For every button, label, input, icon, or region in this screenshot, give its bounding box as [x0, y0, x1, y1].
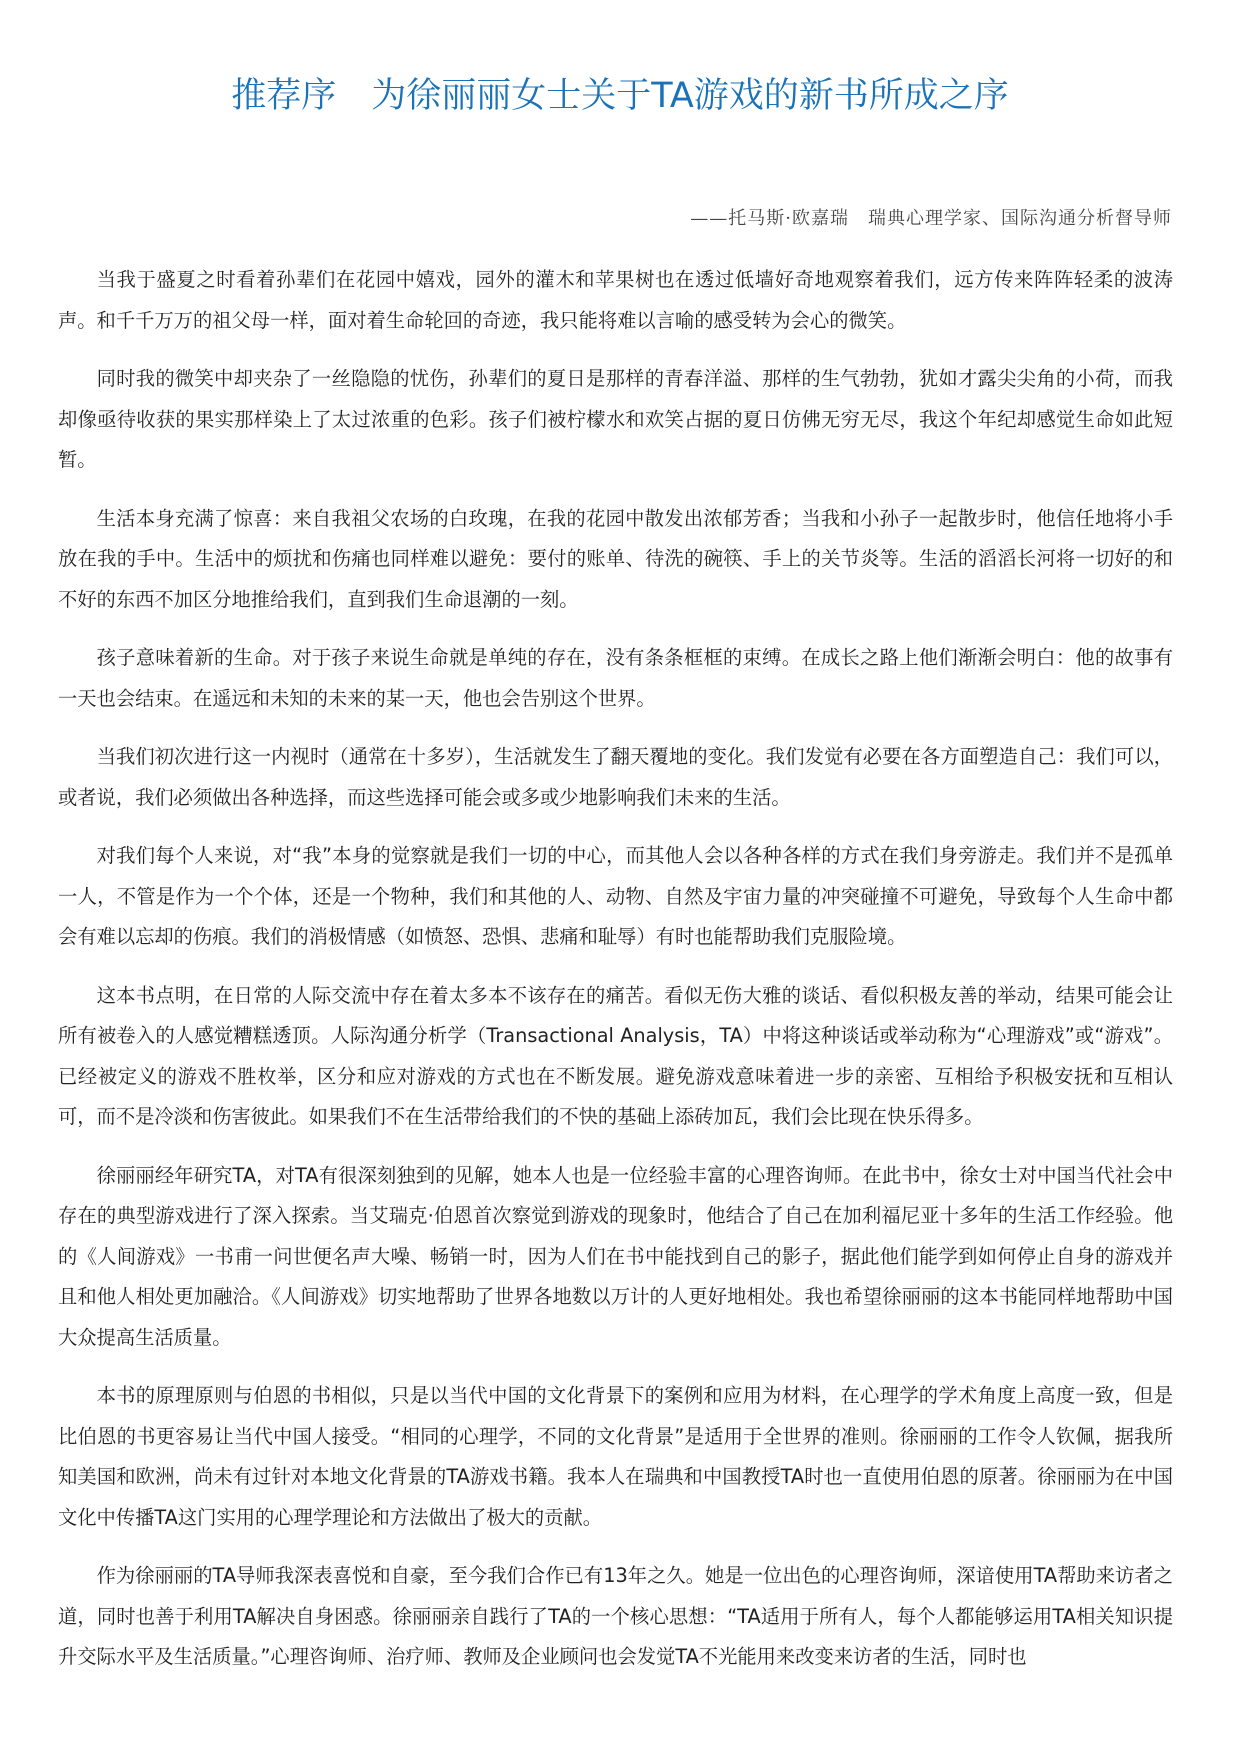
paragraph-1: 当我于盛夏之时看着孙辈们在花园中嬉戏，园外的灌木和苹果树也在透过低墙好奇地观察着我们，远方传来阵阵轻柔的波涛声。和千千万万的祖父母一样，面对着生命轮回的奇迹，我只能将难以言喻的感受转为会心的微笑。: [58, 268, 1173, 332]
paragraph-6: 对我们每个人来说，对“我”本身的觉察就是我们一切的中心，而其他人会以各种各样的方式在我们身旁游走。我们并不是孤单一人，不管是作为一个个体，还是一个物种，我们和其他的人、动物、自然及宇宙力量的冲突碰撞不可避免，导致每个人生命中都会有难以忘却的伤痕。我们的消极情感（如愤怒、恐惧、悲痛和耻辱）有时也能帮助我们克服险境。: [58, 844, 1173, 948]
paragraph-9: 本书的原理原则与伯恩的书相似，只是以当代中国的文化背景下的案例和应用为材料，在心理学的学术角度上高度一致，但是比伯恩的书更容易让当代中国人接受。“相同的心理学，不同的文化背景”是适用于全世界的准则。徐丽丽的工作令人钦佩，据我所知美国和欧洲，尚未有过针对本地文化背景的TA游戏书籍。我本人在瑞典和中国教授TA时也一直使用伯恩的原著。徐丽丽为在中国文化中传播TA这门实用的心理学理论和方法做出了极大的贡献。: [58, 1384, 1173, 1529]
paragraph-10: 作为徐丽丽的TA导师我深表喜悦和自豪，至今我们合作已有13年之久。她是一位出色的心理咨询师，深谙使用TA帮助来访者之道，同时也善于利用TA解决自身困惑。徐丽丽亲自践行了TA的一个核心思想：“TA适用于所有人，每个人都能够运用TA相关知识提升交际水平及生活质量。”心理咨询师、治疗师、教师及企业顾问也会发觉TA不光能用来改变来访者的生活，同时也: [58, 1564, 1173, 1668]
paragraph-4: 孩子意味着新的生命。对于孩子来说生命就是单纯的存在，没有条条框框的束缚。在成长之路上他们渐渐会明白：他的故事有一天也会结束。在遥远和未知的未来的某一天，他也会告别这个世界。: [58, 646, 1173, 710]
body-text: [58, 260, 1173, 1696]
paragraph-5: 当我们初次进行这一内视时（通常在十多岁），生活就发生了翻天覆地的变化。我们发觉有必要在各方面塑造自己：我们可以，或者说，我们必须做出各种选择，而这些选择可能会或多或少地影响我们未来的生活。: [58, 745, 1173, 809]
paragraph-3: 生活本身充满了惊喜：来自我祖父农场的白玫瑰，在我的花园中散发出浓郁芳香；当我和小孙子一起散步时，他信任地将小手放在我的手中。生活中的烦扰和伤痛也同样难以避免：要付的账单、待洗的碗筷、手上的关节炎等。生活的滔滔长河将一切好的和不好的东西不加区分地推给我们，直到我们生命退潮的一刻。: [58, 506, 1173, 611]
page-title: 推荐序 为徐丽丽女士关于TA游戏的新书所成之序: [231, 76, 1009, 116]
paragraph-2: 同时我的微笑中却夹杂了一丝隐隐的忧伤，孙辈们的夏日是那样的青春洋溢、那样的生气勃勃，犹如才露尖尖角的小荷，而我却像亟待收获的果实那样染上了太过浓重的色彩。孩子们被柠檬水和欢笑占据的夏日仿佛无穷无尽，我这个年纪却感觉生命如此短暂。: [58, 367, 1173, 471]
paragraph-8: 徐丽丽经年研究TA，对TA有很深刻独到的见解，她本人也是一位经验丰富的心理咨询师。在此书中，徐女士对中国当代社会中存在的典型游戏进行了深入探索。当艾瑞克·伯恩首次察觉到游戏的现象时，他结合了自己在加利福尼亚十多年的生活工作经验。他的《人间游戏》一书甫一问世便名声大噪、畅销一时，因为人们在书中能找到自己的影子，据此他们能学到如何停止自身的游戏并且和他人相处更加融洽。《人间游戏》切实地帮助了世界各地数以万计的人更好地相处。我也希望徐丽丽的这本书能同样地帮助中国大众提高生活质量。: [58, 1163, 1173, 1349]
paragraph-7: 这本书点明，在日常的人际交流中存在着太多本不该存在的痛苦。看似无伤大雅的谈话、看似积极友善的举动，结果可能会让所有被卷入的人感觉糟糕透顶。人际沟通分析学（Transactional Analysis，TA）中将这种谈话或举动称为“心理游戏”或“游戏”。已经被定义的游戏不胜枚举，区分和应对游戏的方式也在不断发展。避免游戏意味着进一步的亲密、互相给予积极安抚和互相认可，而不是冷淡和伤害彼此。如果我们不在生活带给我们的不快的基础上添砖加瓦，我们会比现在快乐得多。: [58, 983, 1173, 1128]
author-attribution: ——托马斯·欧嘉瑞 瑞典心理学家、国际沟通分析督导师: [690, 208, 1172, 229]
